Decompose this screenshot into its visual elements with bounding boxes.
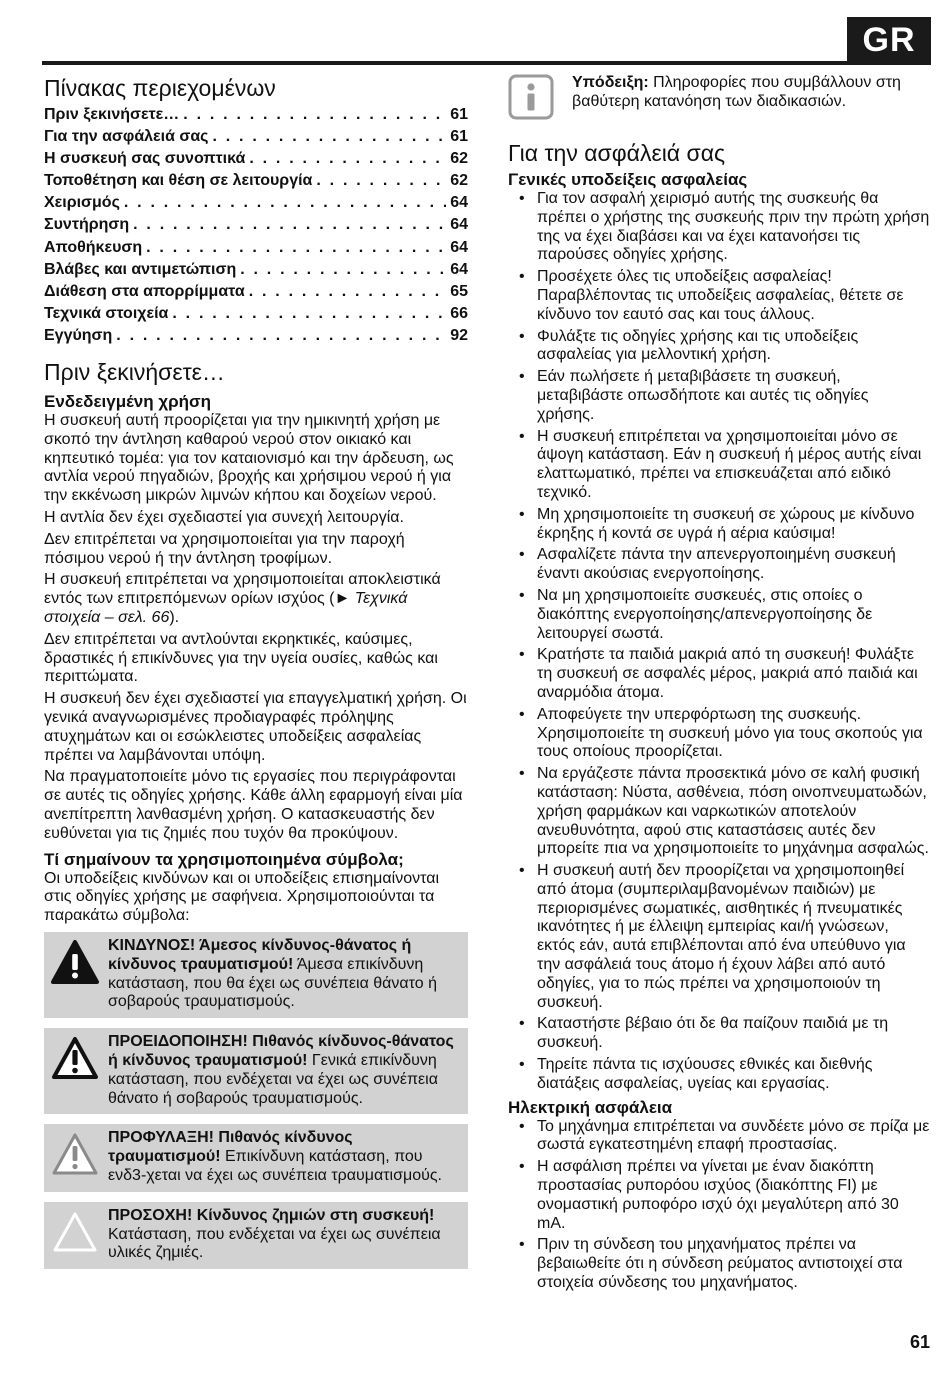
list-item: • Τηρείτε πάντα τις ισχύουσες εθνικές και διεθνής διατάξεις ασφαλείας, υγείας και εργασίας. bbox=[508, 1056, 930, 1094]
intended-use-p4-end: ). bbox=[169, 609, 180, 626]
toc-entry[interactable] bbox=[44, 303, 468, 325]
general-safety-list bbox=[508, 190, 930, 1094]
before-start-title: Πριν ξεκινήσετε… bbox=[44, 359, 225, 386]
toc-entry-page: 62 bbox=[450, 150, 468, 168]
notice-icon bbox=[50, 1207, 100, 1263]
toc-leader-dots bbox=[236, 259, 446, 281]
list-item: • Αποφεύγετε την υπερφόρτωση της συσκευής. Χρησιμοποιείτε τη συσκευή μόνο για τους σκοπούς για τους οποίους προορίζεται. bbox=[508, 706, 930, 762]
caution-text bbox=[100, 1129, 460, 1185]
toc-entry-page: 92 bbox=[450, 326, 468, 344]
general-safety-heading: Γενικές υποδείξεις ασφαλείας bbox=[508, 170, 748, 189]
toc-entry[interactable] bbox=[44, 126, 468, 148]
danger-label: ΚΙΝΔΥΝΟΣ! Άμεσος κίνδυνος-θάνατος ή κίνδυνος τραυματισμού! bbox=[108, 936, 412, 973]
toc-entry-page: 64 bbox=[450, 194, 468, 212]
toc-leader-dots bbox=[129, 214, 446, 236]
danger-description: Άμεσα επικίνδυνη κατάσταση, που θα έχει ως συνέπεια θάνατο ή σοβαρούς τραυματισμούς. bbox=[108, 955, 438, 1011]
toc-entry-page: 66 bbox=[450, 304, 468, 322]
notice-label: ΠΡΟΣΟΧΗ! Κίνδυνος ζημιών στη συσκευή! bbox=[108, 1206, 435, 1224]
left-column bbox=[44, 74, 468, 1279]
danger-icon bbox=[50, 937, 100, 1012]
caution-description: Επικίνδυνη κατάσταση, που ενδ3-χεται να έχει ως συνέπεια τραυματισμούς. bbox=[108, 1148, 442, 1184]
danger-box bbox=[44, 932, 468, 1018]
toc-entry-page: 62 bbox=[450, 172, 468, 190]
list-item: • Το μηχάνημα επιτρέπεται να συνδέετε μόνο σε πρίζα με σωστά εγκατεστημένη επαφή προστασίας. bbox=[508, 1118, 930, 1156]
list-item: • Καταστήστε βέβαιο ότι δε θα παίζουν παιδιά με τη συσκευή. bbox=[508, 1015, 930, 1053]
note-label: Υπόδειξη: bbox=[572, 74, 649, 91]
toc-leader-dots bbox=[120, 192, 446, 214]
list-item: • Κρατήστε τα παιδιά μακριά από τη συσκευή! Φυλάξτε τη συσκευή σε ασφαλές μέρος, μακριά από παιδιά και αναρμόδια άτομα. bbox=[508, 646, 930, 702]
intended-use-p7: Να πραγματοποιείτε μόνο τις εργασίες που περιγράφονται σε αυτές τις οδηγίες χρήσης. Κάθε άλλη εφαρμογή είναι μία ανεπίτρεπτη λανθασμένη χρήση. Ο κατασκευαστής δεν ευθύνεται για τις ζημιές που τυχόν θα προκύψουν. bbox=[44, 768, 463, 842]
list-item: • Η συσκευή επιτρέπεται να χρησιμοποιείται μόνο σε άψογη κατάσταση. Εάν η συσκευή ή μέρος αυτής είναι ελαττωματικό, πρέπει να επισκευάζεται από ειδικό τεχνικό. bbox=[508, 428, 930, 503]
toc-entry-page: 64 bbox=[450, 216, 468, 234]
intended-use-p4 bbox=[44, 571, 468, 627]
toc-entry[interactable] bbox=[44, 237, 468, 259]
toc-entry[interactable] bbox=[44, 259, 468, 281]
list-item: • Εάν πωλήσετε ή μεταβιβάσετε τη συσκευή, μεταβιβάστε οπωσδήποτε και αυτές τις οδηγίες χρήσης. bbox=[508, 368, 930, 424]
caution-box bbox=[44, 1124, 468, 1191]
list-item: • Μη χρησιμοποιείτε τη συσκευή σε χώρους με κίνδυνο έκρηξης ή κοντά σε υγρά ή αέρια καύσιμα! bbox=[508, 506, 930, 544]
notice-box bbox=[44, 1202, 468, 1269]
toc-entry[interactable] bbox=[44, 170, 468, 192]
safety-title: Για την ασφάλειά σας bbox=[508, 140, 726, 166]
toc-leader-dots bbox=[179, 104, 446, 126]
toc-entry-label: Χειρισμός bbox=[44, 194, 120, 212]
toc-list bbox=[44, 104, 468, 347]
warning-text bbox=[100, 1033, 460, 1108]
toc-entry-label: Πριν ξεκινήσετε… bbox=[44, 106, 180, 123]
warning-icon bbox=[50, 1033, 100, 1108]
toc-entry-label: Η συσκευή σας συνοπτικά bbox=[44, 150, 246, 168]
notice-text bbox=[100, 1207, 460, 1263]
right-column bbox=[508, 74, 930, 1296]
list-item: • Για τον ασφαλή χειρισμό αυτής της συσκευής θα πρέπει ο χρήστης της συσκευής πριν την πρώτη χρήση της να έχει διαβάσει και να έχει κατανοήσει τις παρούσες οδηγίες χρήσης. bbox=[508, 190, 930, 265]
list-item: • Ασφαλίζετε πάντα την απενεργοποιημένη συσκευή έναντι ακούσιας ενεργοποίησης. bbox=[508, 546, 930, 584]
toc-entry-label: Για την ασφάλειά σας bbox=[44, 128, 209, 146]
intended-use-p6: Η συσκευή δεν έχει σχεδιαστεί για επαγγελματική χρήση. Οι γενικά αναγνωρισμένες προδιαγραφές πρόληψης ατυχημάτων και οι εσώκλειστες υποδείξεις ασφαλείας πρέπει να λαμβάνονται υπόψη. bbox=[44, 690, 467, 764]
warning-box bbox=[44, 1028, 468, 1114]
language-tab: GR bbox=[847, 17, 931, 63]
toc-entry-label: Εγγύηση bbox=[44, 326, 113, 344]
list-item: • Πριν τη σύνδεση του μηχανήματος πρέπει να βεβαιωθείτε ότι η σύνδεση ρεύματος αντιστοιχεί στα στοιχεία σύνδεσης του μηχανήματος. bbox=[508, 1236, 930, 1292]
intended-use-p2: Η αντλία δεν έχει σχεδιαστεί για συνεχή λειτουργία. bbox=[44, 509, 404, 527]
symbols-intro: Οι υποδείξεις κινδύνων και οι υποδείξεις επισημαίνονται στις οδηγίες χρήσης με σαφήνεια. Χρησιμοποιούνται τα παρακάτω σύμβολα: bbox=[44, 869, 439, 925]
toc-entry-label: Βλάβες και αντιμετώπιση bbox=[44, 260, 237, 278]
warning-description: Γενικά επικίνδυνη κατάσταση, που ενδέχεται να έχει ως συνέπεια θάνατο ή σοβαρούς τραυματισμούς. bbox=[108, 1051, 438, 1107]
info-icon bbox=[508, 74, 558, 125]
toc-leader-dots bbox=[168, 303, 446, 325]
intended-use-heading: Ενδεδειγμένη χρήση bbox=[44, 392, 212, 412]
caution-icon bbox=[50, 1129, 100, 1185]
list-item: • Να εργάζεστε πάντα προσεκτικά μόνο σε καλή φυσική κατάσταση: Νύστα, ασθένεια, πόση οινοπνευματωδών, χρήση φαρμάκων και ναρκωτικών αποτελούν ανευθυνότητα, αφού στις καταστάσεις αυτές δεν μπορείτε πια να χρησιμοποιείτε το μηχάνημα ασφαλώς. bbox=[508, 765, 930, 859]
toc-entry-page: 64 bbox=[450, 260, 468, 278]
notice-description: Κατάσταση, που ενδέχεται να έχει ως συνέπεια υλικές ζημιές. bbox=[108, 1225, 441, 1262]
toc-leader-dots bbox=[245, 281, 446, 303]
intended-use-p5: Δεν επιτρέπεται να αντλούνται εκρηκτικές, καύσιμες, δραστικές ή επικίνδυνες για την υγεία ουσίες, καθώς και περιττώματα. bbox=[44, 630, 438, 686]
page-number: 61 bbox=[909, 1332, 930, 1352]
toc-entry[interactable] bbox=[44, 281, 468, 303]
list-item: • Προσέχετε όλες τις υποδείξεις ασφαλείας! Παραβλέποντας τις υποδείξεις ασφαλείας, θέτετε σε κίνδυνο τον εαυτό σας και τους άλλους. bbox=[508, 268, 930, 324]
toc-entry-page: 64 bbox=[450, 238, 468, 256]
toc-entry[interactable] bbox=[44, 104, 468, 126]
toc-entry[interactable] bbox=[44, 192, 468, 214]
toc-leader-dots bbox=[112, 325, 446, 347]
toc-entry-label: Διάθεση στα απορρίμματα bbox=[44, 282, 245, 300]
intended-use-p3: Δεν επιτρέπεται να χρησιμοποιείται για την παροχή πόσιμου νερού ή την άντληση τροφίμων. bbox=[44, 530, 405, 567]
toc-entry-page: 61 bbox=[450, 106, 468, 123]
list-item: • Η ασφάλιση πρέπει να γίνεται με έναν διακόπτη προστασίας ρυπορόου ισχύος (διακόπτης FI) με ονομαστική ρυποφόρο ισχύ όχι μεγαλύτερη από 30 mA. bbox=[508, 1158, 930, 1233]
toc-entry-label: Αποθήκευση bbox=[44, 238, 143, 256]
list-item: • Η συσκευή αυτή δεν προορίζεται να χρησιμοποιηθεί από άτομα (συμπεριλαμβανομένων παιδιών) με περιορισμένες σωματικές, αισθητικές ή πνευματικές ικανότητες ή με έλλειψη εμπειρίας και/ή γνώσεων, εκτός εάν, αυτά επιβλέπονται από ένα υπεύθυνο για την ασφάλειά τους άτομο ή έχουν λάβει από αυτό οδηγίες, για το πώς πρέπει να χρησιμοποιούν τη συσκευή. bbox=[508, 862, 930, 1012]
technical-data-reference[interactable]: ► Τεχνικά στοιχεία – σελ. 66 bbox=[44, 590, 408, 626]
toc-leader-dots bbox=[208, 126, 446, 148]
toc-entry[interactable] bbox=[44, 214, 468, 236]
warning-label: ΠΡΟΕΙΔΟΠΟΙΗΣΗ! Πιθανός κίνδυνος-θάνατος ή κίνδυνος τραυματισμού! bbox=[108, 1033, 454, 1069]
intended-use-p1: Η συσκευή αυτή προορίζεται για την ημικινητή χρήση με σκοπό την άντληση καθαρού νερού στον οικιακό και κηπευτικό τομέα: για τον καταιονισμό και την άρδευση, ως αντλία νερού πηγαδιών, βροχής και χρήσιμου νερού ή για την εκκένωση μικρών λιμνών κήπου και δοχείων νερού. bbox=[44, 412, 454, 505]
note-box bbox=[508, 74, 930, 125]
caution-label: ΠΡΟΦΥΛΑΞΗ! Πιθανός κίνδυνος τραυματισμού! bbox=[108, 1129, 353, 1166]
note-text bbox=[558, 74, 930, 112]
toc-entry[interactable] bbox=[44, 148, 468, 170]
toc-entry-label: Συντήρηση bbox=[44, 216, 130, 234]
toc-leader-dots bbox=[142, 237, 446, 259]
toc-entry-page: 61 bbox=[450, 128, 468, 146]
electrical-safety-heading: Ηλεκτρική ασφάλεια bbox=[508, 1097, 673, 1117]
toc-entry[interactable] bbox=[44, 325, 468, 347]
toc-leader-dots bbox=[245, 148, 446, 170]
symbols-heading: Τί σημαίνουν τα χρησιμοποιημένα σύμβολα; bbox=[44, 849, 404, 869]
header-rule bbox=[42, 61, 931, 65]
list-item: • Φυλάξτε τις οδηγίες χρήσης και τις υποδείξεις ασφαλείας για μελλοντική χρήση. bbox=[508, 328, 930, 366]
intended-use-p4-text: Η συσκευή επιτρέπεται να χρησιμοποιείται αποκλειστικά εντός των επιτρεπόμενων ορίων ισχύος ( bbox=[44, 571, 441, 608]
toc-entry-label: Τεχνικά στοιχεία bbox=[44, 304, 169, 322]
toc-entry-page: 65 bbox=[450, 282, 468, 300]
toc-title: Πίνακας περιεχομένων bbox=[44, 75, 276, 101]
electrical-safety-list bbox=[508, 1118, 930, 1293]
note-description: Πληροφορίες που συμβάλλουν στη βαθύτερη κατανόηση των διαδικασιών. bbox=[572, 74, 901, 110]
toc-entry-label: Τοποθέτηση και θέση σε λειτουργία bbox=[44, 172, 313, 190]
toc-leader-dots bbox=[312, 170, 446, 192]
list-item: • Να μη χρησιμοποιείτε συσκευές, στις οποίες ο διακόπτης ενεργοποίησης/απενεργοποίησης δε λειτουργεί σωστά. bbox=[508, 587, 930, 643]
danger-text bbox=[100, 937, 460, 1012]
